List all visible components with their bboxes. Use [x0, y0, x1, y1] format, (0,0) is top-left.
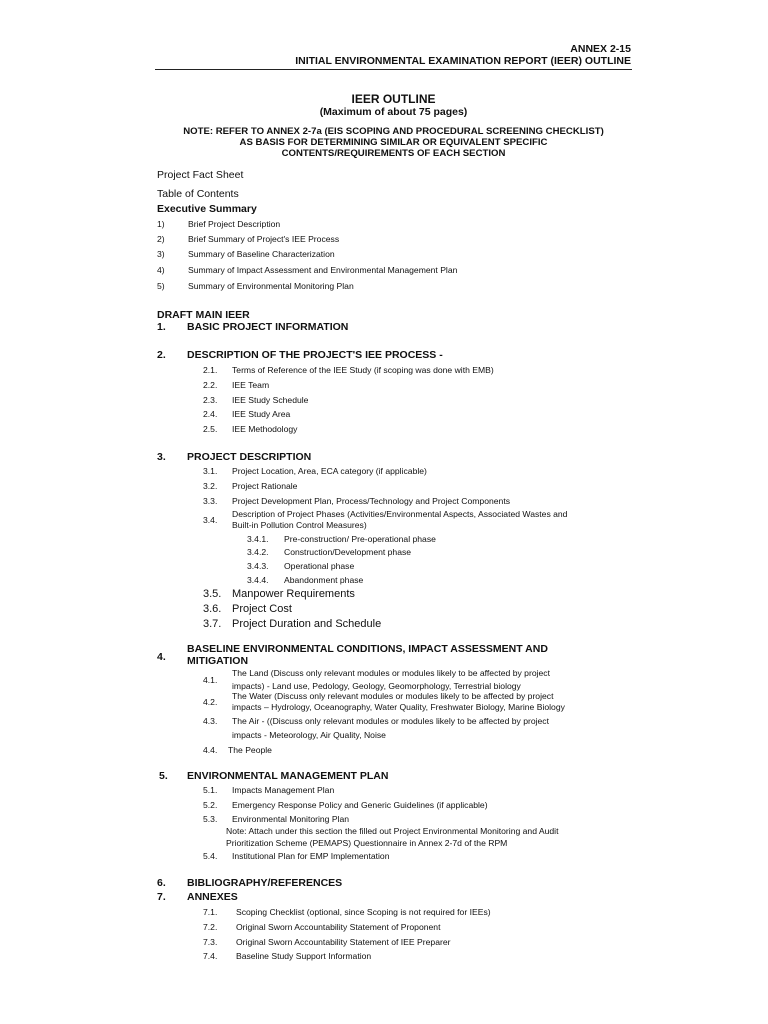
section-number: 7. — [157, 891, 166, 903]
item-text: Impacts Management Plan — [232, 785, 335, 795]
item-text: IEE Team — [232, 380, 270, 390]
header-rule — [155, 69, 632, 70]
item-number: 7.4. — [203, 951, 218, 961]
phase-number: 3.4.3. — [247, 561, 269, 571]
item-text: Project Cost — [232, 603, 292, 615]
item-number: 7.3. — [203, 937, 218, 947]
outline-title: IEER OUTLINE — [351, 92, 436, 106]
item-number: 3) — [157, 249, 165, 259]
item-number: 3.6. — [203, 603, 222, 615]
note-line-3: CONTENTS/REQUIREMENTS OF EACH SECTION — [281, 148, 506, 159]
item-text: Brief Project Description — [188, 219, 281, 229]
item-number: 3.1. — [203, 466, 218, 476]
section-number: 6. — [157, 877, 166, 889]
item-number: 5.2. — [203, 800, 218, 810]
note-text-cont: Prioritization Scheme (PEMAPS) Questionnaire in Annex 2-7d of the RPM — [226, 838, 508, 848]
item-text: Brief Summary of Project's IEE Process — [188, 234, 340, 244]
item-text-cont: Built-in Pollution Control Measures) — [232, 520, 367, 530]
section-title: ENVIRONMENTAL MANAGEMENT PLAN — [187, 770, 389, 782]
outline-subtitle: (Maximum of about 75 pages) — [319, 106, 468, 118]
section-number: 2. — [157, 349, 166, 361]
item-number: 4.4. — [203, 745, 218, 755]
note-line-2: AS BASIS FOR DETERMINING SIMILAR OR EQUIVALENT SPECIFIC — [239, 137, 548, 148]
item-text: Project Location, Area, ECA category (if applicable) — [232, 466, 427, 476]
phase-number: 3.4.1. — [247, 534, 269, 544]
item-text: The Land (Discuss only relevant modules or modules likely to be affected by project — [232, 668, 550, 678]
section-title: BASIC PROJECT INFORMATION — [187, 321, 349, 333]
phase-number: 3.4.4. — [247, 575, 269, 585]
section-title-cont: MITIGATION — [187, 655, 249, 667]
annex-label: ANNEX 2-15 — [570, 43, 631, 55]
section-number: 1. — [157, 321, 166, 333]
item-number: 5.1. — [203, 785, 218, 795]
item-text: Emergency Response Policy and Generic Guidelines (if applicable) — [232, 800, 488, 810]
item-text: Description of Project Phases (Activities/Environmental Aspects, Associated Wastes and — [232, 509, 568, 519]
section-title: PROJECT DESCRIPTION — [187, 451, 312, 463]
item-number: 2) — [157, 234, 165, 244]
note-text: Note: Attach under this section the filled out Project Environmental Monitoring and Audit — [226, 826, 559, 836]
section-title: BIBLIOGRAPHY/REFERENCES — [187, 877, 343, 889]
project-fact-sheet: Project Fact Sheet — [157, 169, 244, 181]
table-of-contents: Table of Contents — [157, 188, 239, 200]
section-number: 3. — [157, 451, 166, 463]
item-text: Scoping Checklist (optional, since Scoping is not required for IEEs) — [236, 907, 491, 917]
section-title: DESCRIPTION OF THE PROJECT'S IEE PROCESS - — [187, 349, 443, 361]
item-number: 3.2. — [203, 481, 218, 491]
item-number: 5) — [157, 281, 165, 291]
item-text: The Water (Discuss only relevant modules or modules likely to be affected by project — [232, 691, 554, 701]
item-text: Project Development Plan, Process/Technology and Project Components — [232, 496, 511, 506]
note-line-1: NOTE: REFER TO ANNEX 2-7a (EIS SCOPING AND PROCEDURAL SCREENING CHECKLIST) — [183, 126, 604, 137]
item-number: 3.4. — [203, 515, 218, 525]
item-text: IEE Study Area — [232, 409, 291, 419]
section-title: ANNEXES — [187, 891, 238, 903]
item-number: 4.2. — [203, 697, 218, 707]
item-text: Summary of Impact Assessment and Environmental Management Plan — [188, 265, 458, 275]
item-text: The People — [228, 745, 272, 755]
item-text-cont: impacts) - Land use, Pedology, Geology, Geomorphology, Terrestrial biology — [232, 681, 521, 691]
item-text: IEE Study Schedule — [232, 395, 309, 405]
report-subtitle: INITIAL ENVIRONMENTAL EXAMINATION REPORT (IEER) OUTLINE — [295, 55, 631, 67]
item-text: Original Sworn Accountability Statement of IEE Preparer — [236, 937, 451, 947]
item-number: 2.3. — [203, 395, 218, 405]
phase-text: Pre-construction/ Pre-operational phase — [284, 534, 436, 544]
item-number: 1) — [157, 219, 165, 229]
item-number: 3.3. — [203, 496, 218, 506]
item-text: Environmental Monitoring Plan — [232, 814, 350, 824]
phase-number: 3.4.2. — [247, 547, 269, 557]
item-number: 2.1. — [203, 365, 218, 375]
item-text: Summary of Baseline Characterization — [188, 249, 335, 259]
item-text: IEE Methodology — [232, 424, 298, 434]
phase-text: Operational phase — [284, 561, 355, 571]
phase-text: Construction/Development phase — [284, 547, 412, 557]
section-number: 5. — [159, 770, 168, 782]
item-number: 7.2. — [203, 922, 218, 932]
item-number: 7.1. — [203, 907, 218, 917]
item-text: Institutional Plan for EMP Implementation — [232, 851, 390, 861]
item-number: 3.7. — [203, 618, 222, 630]
item-number: 2.2. — [203, 380, 218, 390]
phase-text: Abandonment phase — [284, 575, 364, 585]
item-text: Baseline Study Support Information — [236, 951, 372, 961]
item-number: 4.3. — [203, 716, 218, 726]
item-text: Project Duration and Schedule — [232, 618, 382, 630]
item-text: The Air - ((Discuss only relevant modules or modules likely to be affected by project — [232, 716, 549, 726]
section-number: 4. — [157, 651, 166, 663]
item-text: Original Sworn Accountability Statement of Proponent — [236, 922, 441, 932]
item-number: 5.3. — [203, 814, 218, 824]
item-text-cont: impacts - Meteorology, Air Quality, Noise — [232, 730, 386, 740]
item-number: 4) — [157, 265, 165, 275]
item-text-cont: impacts – Hydrology, Oceanography, Water Quality, Freshwater Biology, Marine Biology — [232, 702, 565, 712]
item-number: 4.1. — [203, 675, 218, 685]
draft-main-title: DRAFT MAIN IEER — [157, 309, 250, 321]
item-number: 5.4. — [203, 851, 218, 861]
item-number: 2.4. — [203, 409, 218, 419]
item-text: Manpower Requirements — [232, 588, 355, 600]
section-title: BASELINE ENVIRONMENTAL CONDITIONS, IMPACT ASSESSMENT AND — [187, 643, 548, 655]
item-number: 2.5. — [203, 424, 218, 434]
executive-summary: Executive Summary — [157, 203, 257, 215]
item-text: Terms of Reference of the IEE Study (if scoping was done with EMB) — [232, 365, 494, 375]
item-number: 3.5. — [203, 588, 222, 600]
item-text: Project Rationale — [232, 481, 298, 491]
item-text: Summary of Environmental Monitoring Plan — [188, 281, 354, 291]
